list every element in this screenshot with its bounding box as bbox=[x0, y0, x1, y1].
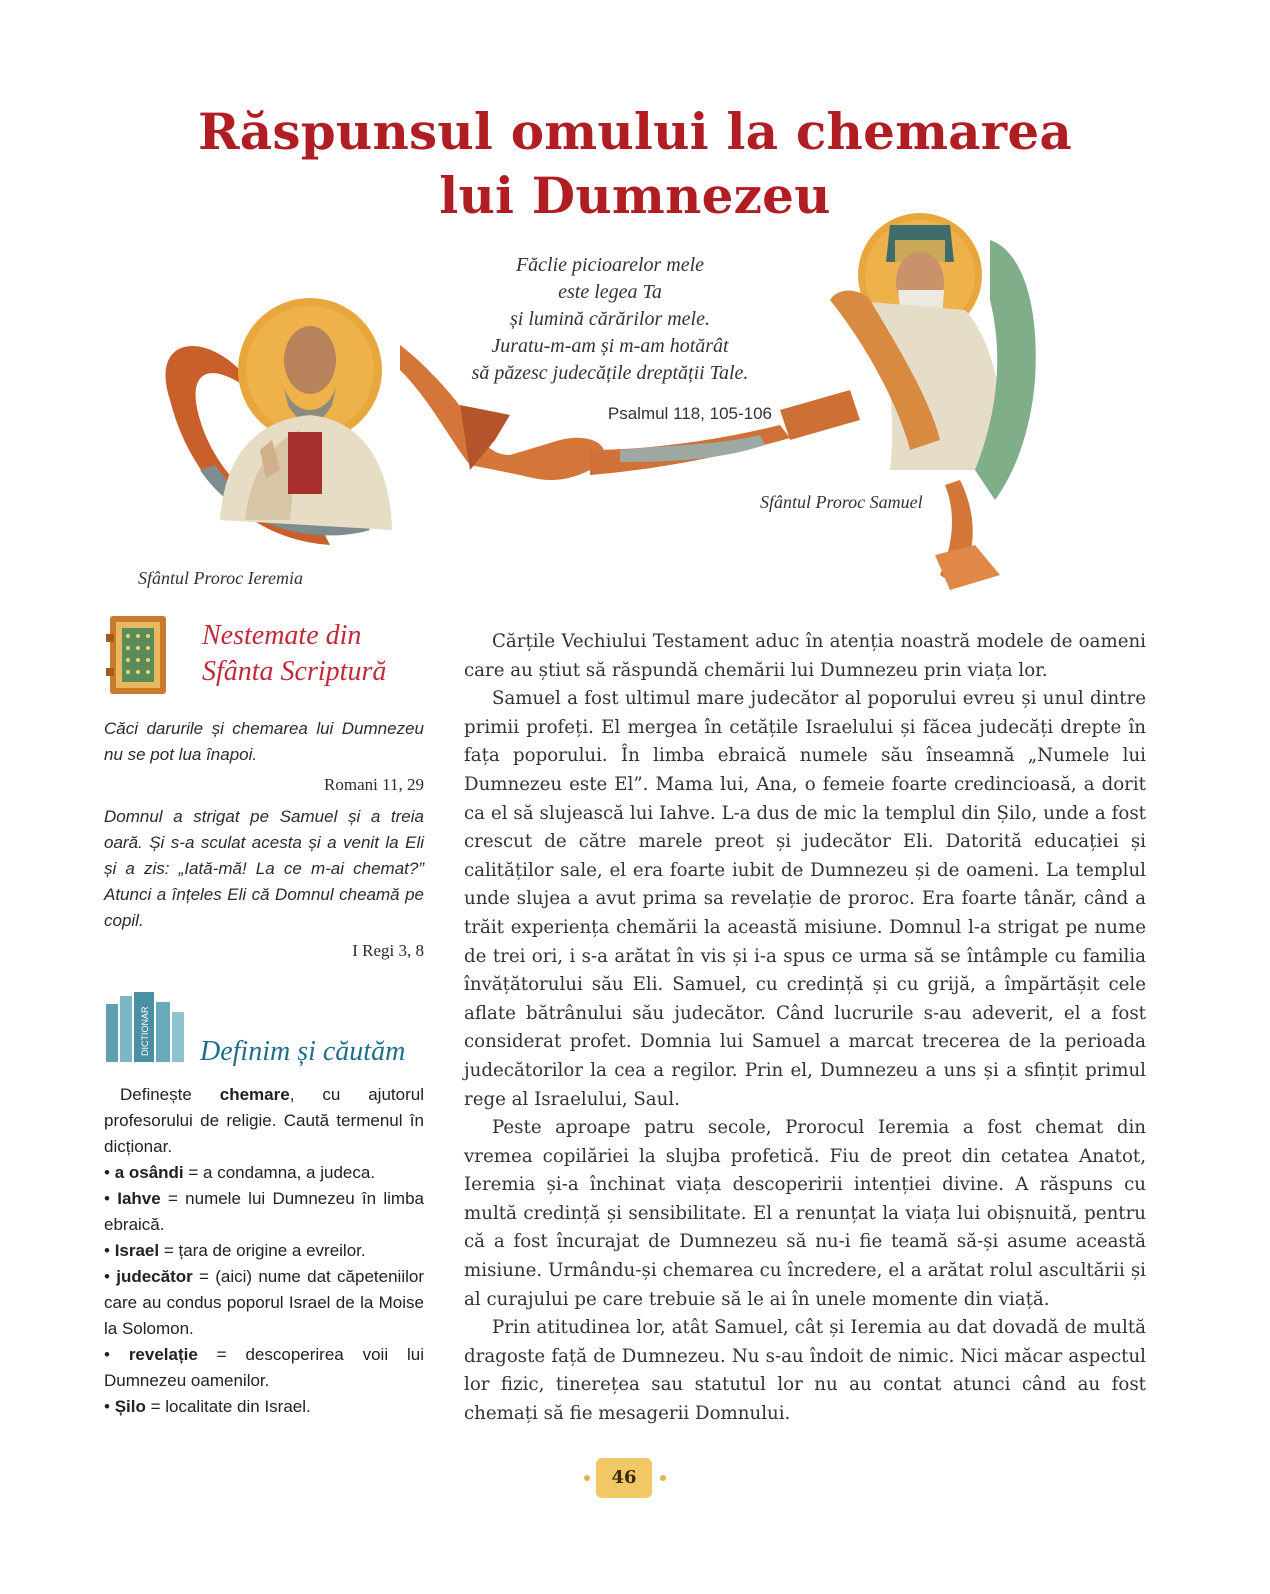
caption-samuel: Sfântul Proroc Samuel bbox=[760, 492, 923, 512]
page-title-line1: Răspunsul omului la chemarea bbox=[198, 102, 1072, 161]
nestemate-title-line2: Sfânta Scriptură bbox=[202, 656, 387, 687]
samuel-icon bbox=[830, 213, 1036, 500]
definition-item bbox=[104, 1238, 424, 1264]
quote-line: este legea Ta bbox=[558, 281, 662, 303]
page-number-dot-right bbox=[660, 1475, 666, 1481]
quote-line: să păzesc judecățile dreptății Tale. bbox=[471, 362, 749, 384]
bullet: • bbox=[104, 1345, 129, 1364]
main-paragraph: Cărțile Vechiului Testament aduc în atenția noastră modele de oameni care au știut să răspundă chemării lui Dumnezeu prin viața lor. bbox=[464, 631, 1146, 681]
bullet: • bbox=[104, 1397, 115, 1416]
definition-item bbox=[104, 1160, 424, 1186]
page-number-dot-left bbox=[584, 1475, 590, 1481]
main-paragraph: Peste aproape patru secole, Prorocul Ieremia a fost chemat din vremea copilăriei la slujba profetică. Fiu de preot din cetatea Anatot, Ieremia și-a închinat viața descoperirii intenției divine. A răspuns cu multă credință și sensibilitate. El a renunțat la viața lui obișnuită, pentru că a fost încurajat de Dumnezeu să nu-i fie teamă să-și asume această misiune. Urmându-și chemarea cu încredere, el a arătat rolul ascultării și al curajului pe care trebuie să le ai în unele momente din viață. bbox=[464, 1117, 1146, 1310]
definition-term: a osândi bbox=[114, 1163, 184, 1182]
definition-item bbox=[104, 1264, 424, 1342]
verse-ref-regi: I Regi 3, 8 bbox=[352, 941, 424, 960]
intro-text: Definește bbox=[120, 1085, 220, 1104]
ieremia-icon bbox=[220, 298, 392, 530]
definition-text: = țara de origine a evreilor. bbox=[159, 1241, 366, 1260]
intro-term: chemare bbox=[219, 1085, 290, 1104]
definim-intro bbox=[104, 1082, 424, 1160]
quote-line: Juratu-m-am și m-am hotărât bbox=[491, 335, 729, 357]
intro-text: , cu ajutorul profesorului de religie. Caută termenul în dicționar. bbox=[104, 1085, 424, 1156]
quote-reference: Psalmul 118, 105-106 bbox=[607, 404, 772, 423]
nestemate-title-line1: Nestemate din bbox=[202, 620, 362, 651]
quote-line: Făclie picioarelor mele bbox=[515, 254, 705, 276]
definition-text: = localitate din Israel. bbox=[145, 1397, 311, 1416]
main-text bbox=[464, 628, 1146, 1429]
bullet: • bbox=[104, 1241, 115, 1260]
definition-item bbox=[104, 1342, 424, 1394]
main-paragraph: Samuel a fost ultimul mare judecător al poporului evreu și unul dintre primii profeți. El mergea în cetățile Israelului și făcea judecăți drepte în fața poporului. În limba ebraică numele său înseamnă „Numele lui Dumnezeu este El”. Mama lui, Ana, o femeie foarte credincioasă, a dorit ca el să slujească lui Iahve. L-a dus de mic la templul din Șilo, unde a fost crescut de către marele preot și judecător Eli. Datorită educației și calităților sale, el era foarte iubit de Dumnezeu și de oameni. La templul unde slujea a avut prima sa revelație de proroc. Era foarte tânăr, când a trăit experiența chemării la această misiune. Domnul l-a strigat pe nume de trei ori, i s-a arătat în vis și i-a spus ce urma să se întâmple cu familia învățătorului său Eli. Samuel, cu credință și cu grijă, a împărtășit cele aflate bătrânului său judecător. Când lucrurile s-au adeverit, el a fost considerat profet. Domnia lui Samuel a marcat trecerea de la perioada judecătorilor la cea a regilor. Prin el, Dumnezeu a uns și a sfințit primul rege al Israelului, Saul. bbox=[464, 688, 1146, 1110]
verse-regi: Domnul a strigat pe Samuel și a treia oară. Și s-a sculat acesta și a venit la Eli și a zis: „Iată-mă! La ce m-ai chemat?” Atunci a înțeles Eli că Domnul cheamă pe copil. bbox=[104, 807, 424, 930]
verse-ref-romani: Romani 11, 29 bbox=[324, 775, 424, 794]
page-number: 46 bbox=[596, 1458, 652, 1498]
dictionary-books-icon bbox=[104, 990, 196, 1064]
psalm-quote bbox=[470, 252, 750, 387]
page-title-line2: lui Dumnezeu bbox=[439, 166, 831, 225]
verse-romani: Căci darurile și chemarea lui Dumnezeu nu se pot lua înapoi. bbox=[104, 719, 424, 764]
definition-text: = a condamna, a judeca. bbox=[183, 1163, 376, 1182]
definition-term: revelație bbox=[128, 1345, 198, 1364]
bullet: • bbox=[104, 1189, 118, 1208]
definition-text: = (aici) nume dat căpeteniilor care au condus poporul Israel de la Moise la Solomon. bbox=[104, 1267, 424, 1338]
definition-term: judecător bbox=[116, 1267, 193, 1286]
main-paragraph: Prin atitudinea lor, atât Samuel, cât și Ieremia au dat dovadă de multă dragoste față de Dumnezeu. Nu s-au îndoit de nimic. Nici măcar aspectul lor fizic, tinerețea sau statutul lor nu au contat atunci când au fost chemați să fie mesagerii Domnului. bbox=[464, 1317, 1146, 1425]
quote-line: și lumină cărărilor mele. bbox=[510, 308, 710, 330]
definition-term: Șilo bbox=[114, 1397, 146, 1416]
definition-item bbox=[104, 1186, 424, 1238]
definim-title: Definim și căutăm bbox=[200, 1036, 406, 1067]
nestemate-verses bbox=[104, 716, 424, 964]
definition-text: = descoperirea voii lui Dumnezeu oamenilor. bbox=[104, 1345, 424, 1390]
definition-item bbox=[104, 1394, 424, 1420]
nestemate-title bbox=[202, 618, 386, 690]
definition-text: = numele lui Dumnezeu în limba ebraică. bbox=[104, 1189, 424, 1234]
caption-ieremia: Sfântul Proroc Ieremia bbox=[138, 568, 303, 588]
definition-term: Israel bbox=[114, 1241, 160, 1260]
bullet: • bbox=[104, 1163, 115, 1182]
dictionary-book-label: DICTIONAR bbox=[140, 1006, 150, 1056]
definition-term: Iahve bbox=[117, 1189, 161, 1208]
definitions-list bbox=[104, 1082, 424, 1420]
bullet: • bbox=[104, 1267, 117, 1286]
scripture-book-icon bbox=[104, 612, 172, 698]
